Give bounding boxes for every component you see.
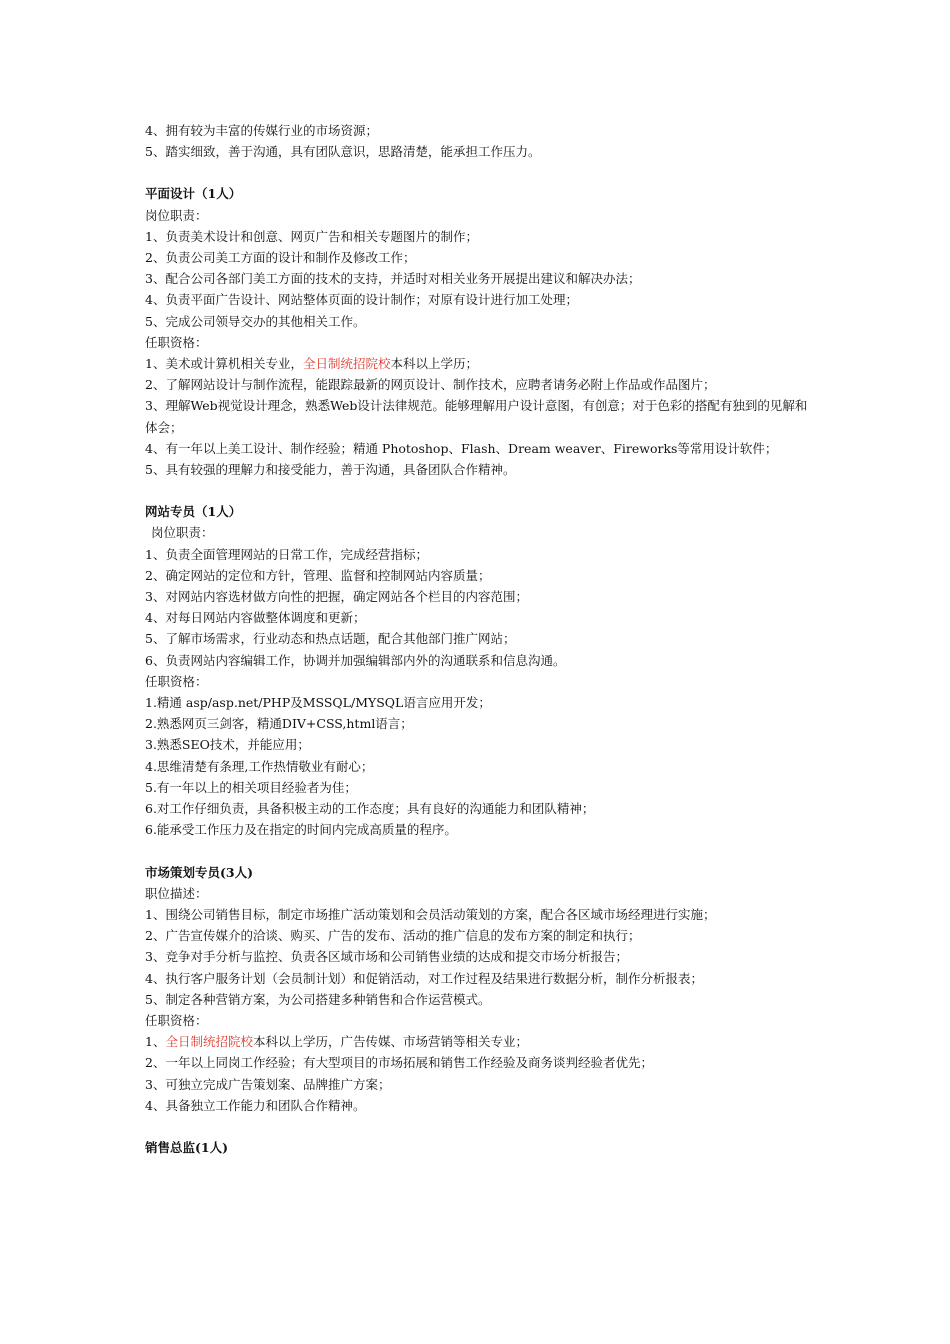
duty-item: 4、负责平面广告设计、网站整体页面的设计制作；对原有设计进行加工处理； xyxy=(145,292,578,308)
section-title: 平面设计（1人） xyxy=(145,186,242,202)
section-graphic-design xyxy=(145,183,810,480)
highlight-text: 全日制统招院校 xyxy=(302,356,391,372)
qual-item: 1.精通 asp/asp.net/PHP及MSSQL/MYSQL语言应用开发； xyxy=(145,695,491,711)
duty-heading: 职位描述： xyxy=(145,885,208,901)
duty-item: 5、了解市场需求，行业动态和热点话题，配合其他部门推广网站； xyxy=(145,631,516,647)
qual-item: 5、具有较强的理解力和接受能力，善于沟通，具备团队合作精神。 xyxy=(145,462,516,478)
duty-item: 1、负责全面管理网站的日常工作，完成经营指标； xyxy=(145,546,428,562)
qual-item: 2、一年以上同岗工作经验；有大型项目的市场拓展和销售工作经验及商务谈判经验者优先； xyxy=(145,1055,653,1071)
duty-heading: 岗位职责： xyxy=(145,207,208,223)
duty-heading: 岗位职责： xyxy=(151,525,214,541)
section-title: 销售总监(1人) xyxy=(145,1139,229,1155)
section-marketing-planner xyxy=(145,862,810,1116)
section-title: 网站专员（1人） xyxy=(145,504,242,520)
qual-item: 4、有一年以上美工设计、制作经验；精通 Photoshop、Flash、Dream weaver、Fireworks等常用设计软件； xyxy=(145,440,778,456)
duty-item: 1、围绕公司销售目标，制定市场推广活动策划和会员活动策划的方案，配合各区域市场经理进行实施； xyxy=(145,906,716,922)
qual-item: 4、具备独立工作能力和团队合作精神。 xyxy=(145,1097,366,1113)
qual-suffix: 本科以上学历，广告传媒、市场营销等相关专业； xyxy=(252,1034,528,1050)
duty-item: 3、竞争对手分析与监控、负责各区域市场和公司销售业绩的达成和提交市场分析报告； xyxy=(145,949,628,965)
intro-line: 5、踏实细致，善于沟通，具有团队意识，思路清楚，能承担工作压力。 xyxy=(145,144,541,160)
qual-item: 3、可独立完成广告策划案、品牌推广方案； xyxy=(145,1076,391,1092)
duty-item: 1、负责美术设计和创意、网页广告和相关专题图片的制作； xyxy=(145,228,478,244)
qual-item: 3.熟悉SEO技术，并能应用； xyxy=(145,737,310,753)
qual-item: 3、理解Web视觉设计理念，熟悉Web设计法律规范。能够理解用户设计意图，有创意；对于色彩的搭配有独到的见解和体会； xyxy=(145,398,808,435)
qual-item: 2、了解网站设计与制作流程，能跟踪最新的网页设计、制作技术，应聘者请务必附上作品或作品图片； xyxy=(145,377,716,393)
qual-item: 2.熟悉网页三剑客，精通DIV+CSS,html语言； xyxy=(145,716,413,732)
duty-item: 6、负责网站内容编辑工作，协调并加强编辑部内外的沟通联系和信息沟通。 xyxy=(145,652,566,668)
duty-item: 5、制定各种营销方案，为公司搭建多种销售和合作运营模式。 xyxy=(145,991,491,1007)
intro-line: 4、拥有较为丰富的传媒行业的市场资源； xyxy=(145,123,378,138)
duty-item: 2、负责公司美工方面的设计和制作及修改工作； xyxy=(145,250,416,266)
section-title: 市场策划专员(3人) xyxy=(145,864,254,880)
qual-suffix: 本科以上学历； xyxy=(390,356,478,372)
qual-item xyxy=(145,353,810,374)
duty-item: 5、完成公司领导交办的其他相关工作。 xyxy=(145,313,366,329)
duty-item: 2、确定网站的定位和方针，管理、监督和控制网站内容质量； xyxy=(145,567,491,583)
duty-item: 4、执行客户服务计划（会员制计划）和促销活动，对工作过程及结果进行数据分析，制作分析报表； xyxy=(145,970,703,986)
qual-heading: 任职资格： xyxy=(145,334,208,350)
highlight-text: 全日制统招院校 xyxy=(165,1034,253,1050)
duty-item: 2、广告宣传媒介的洽谈、购买、广告的发布、活动的推广信息的发布方案的制定和执行； xyxy=(145,928,641,944)
duty-item: 3、对网站内容选材做方向性的把握，确定网站各个栏目的内容范围； xyxy=(145,589,528,605)
qual-item xyxy=(145,1031,810,1052)
qual-item: 5.有一年以上的相关项目经验者为佳； xyxy=(145,779,357,795)
qual-heading: 任职资格： xyxy=(145,673,208,689)
qual-item: 4.思维清楚有条理,工作热情敬业有耐心； xyxy=(145,758,374,774)
duty-item: 4、对每日网站内容做整体调度和更新； xyxy=(145,610,366,626)
qual-heading: 任职资格： xyxy=(145,1012,208,1028)
qual-prefix: 1、 xyxy=(145,1034,166,1050)
section-sales-director xyxy=(145,1137,810,1158)
section-website-specialist xyxy=(145,501,810,840)
qual-prefix: 1、美术或计算机相关专业， xyxy=(145,356,303,372)
duty-item: 3、配合公司各部门美工方面的技术的支持，并适时对相关业务开展提出建议和解决办法； xyxy=(145,271,641,287)
qual-item: 6.对工作仔细负责，具备积极主动的工作态度；具有良好的沟通能力和团队精神； xyxy=(145,801,595,817)
document-body xyxy=(145,120,810,1158)
qual-item: 6.能承受工作压力及在指定的时间内完成高质量的程序。 xyxy=(145,822,457,838)
